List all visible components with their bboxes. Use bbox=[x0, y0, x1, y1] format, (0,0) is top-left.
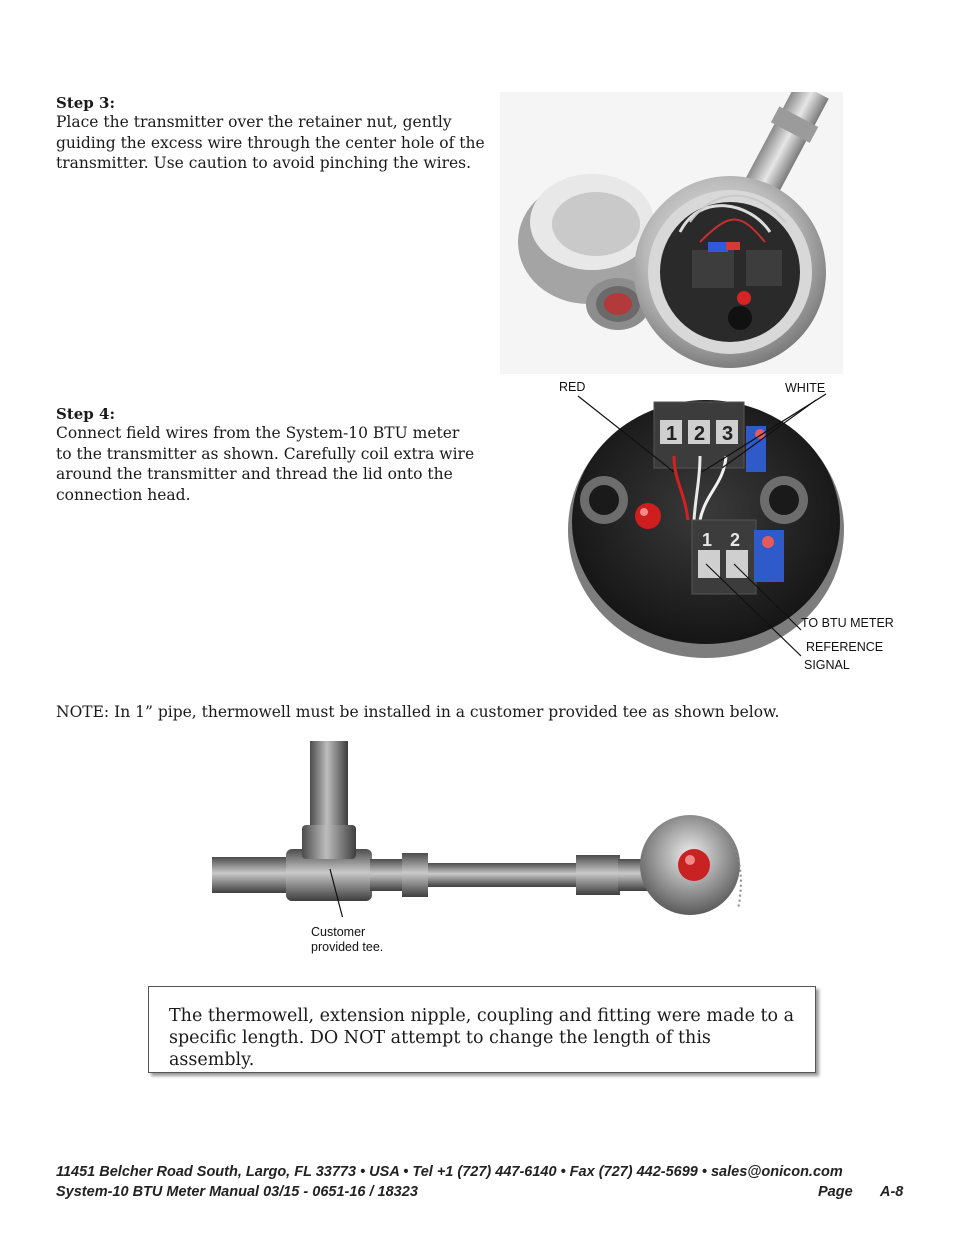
step-4-title: Step 4: bbox=[56, 405, 115, 423]
label-reference: REFERENCE bbox=[806, 640, 884, 654]
tee-assembly-illustration bbox=[212, 741, 764, 917]
footer-page-label: Page bbox=[818, 1184, 853, 1200]
label-to-btu-meter: TO BTU METER bbox=[801, 616, 894, 630]
terminal-label-top-3: 3 bbox=[722, 423, 734, 445]
note-text: NOTE: In 1” pipe, thermowell must be installed in a customer provided tee as shown below. bbox=[56, 703, 780, 721]
tee-assembly-photo bbox=[212, 741, 764, 917]
step-4-line: around the transmitter and thread the lid onto the bbox=[56, 465, 453, 483]
tee-label-line: Customer bbox=[311, 925, 366, 939]
terminal-label-bottom-2: 2 bbox=[730, 530, 741, 550]
transmitter-housing-photo bbox=[500, 92, 843, 374]
terminal-label-top-1: 1 bbox=[666, 423, 678, 445]
step-4-line: connection head. bbox=[56, 485, 191, 504]
step-4-text bbox=[56, 423, 496, 505]
footer-page-number: A-8 bbox=[880, 1184, 904, 1200]
warning-callout bbox=[148, 986, 816, 1073]
step-3-line: guiding the excess wire through the center hole of the bbox=[56, 133, 485, 152]
step-3-section bbox=[56, 94, 496, 174]
step-3-text bbox=[56, 112, 496, 174]
step-3-line: Place the transmitter over the retainer nut, gently bbox=[56, 113, 452, 131]
step-3-line: transmitter. Use caution to avoid pinching the wires. bbox=[56, 154, 472, 172]
terminal-label-top-2: 2 bbox=[694, 423, 706, 445]
label-signal: SIGNAL bbox=[804, 658, 850, 672]
tee-label-line: provided tee. bbox=[311, 940, 384, 954]
footer-manual: System-10 BTU Meter Manual 03/15 - 0651-16 / 18323 bbox=[56, 1184, 418, 1200]
tee-label bbox=[311, 925, 383, 955]
step-4-section bbox=[56, 405, 496, 505]
label-red: RED bbox=[559, 380, 586, 394]
label-white: WHITE bbox=[785, 381, 826, 395]
transmitter-housing-illustration bbox=[500, 92, 843, 374]
step-3-title: Step 3: bbox=[56, 94, 115, 112]
warning-callout-text: The thermowell, extension nipple, coupling and fitting were made to a specific length. DO NOT attempt to change the length of this assembly. bbox=[169, 1006, 795, 1070]
step-4-line: Connect field wires from the System-10 BTU meter bbox=[56, 424, 460, 442]
step-4-line: to the transmitter as shown. Carefully coil extra wire bbox=[56, 444, 475, 463]
terminal-label-bottom-1: 1 bbox=[702, 530, 713, 550]
footer-address: 11451 Belcher Road South, Largo, FL 33773 • USA • Tel +1 (727) 447-6140 • Fax (727) 442-5699 • sales@onicon.com bbox=[56, 1164, 843, 1180]
